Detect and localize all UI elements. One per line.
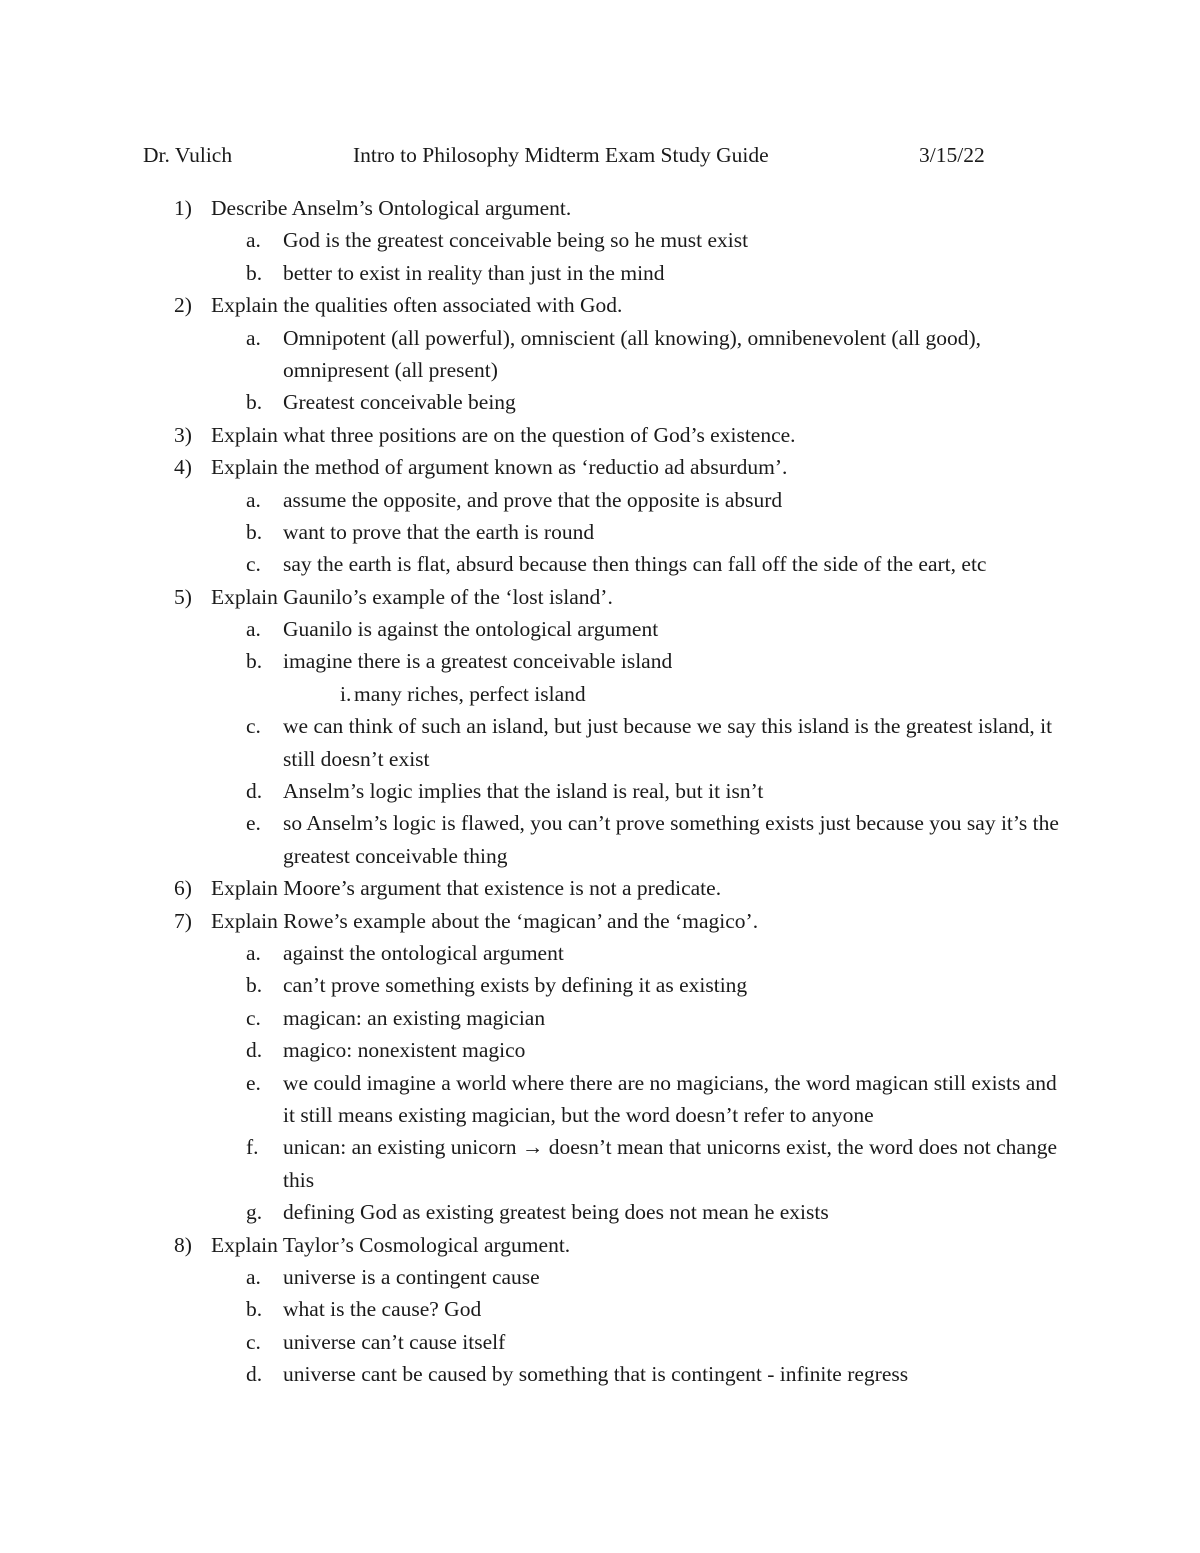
question-marker: 1) xyxy=(174,196,192,220)
question-item xyxy=(0,419,1200,451)
question-marker: 7) xyxy=(174,908,192,933)
answer-item xyxy=(0,322,1200,387)
answer-marker: d. xyxy=(246,779,263,804)
sub-answer-text: many riches, perfect island xyxy=(354,681,586,706)
answer-text: unican: an existing unicorn → doesn’t mean that unicorns exist, the word does not change this xyxy=(283,1135,1058,1192)
document-date: 3/15/22 xyxy=(919,143,985,167)
answer-marker: d. xyxy=(246,1038,263,1063)
answer-marker: c. xyxy=(246,1005,261,1030)
question-text: Explain Taylor’s Cosmological argument. xyxy=(211,1232,571,1257)
answer-text: against the ontological argument xyxy=(283,941,564,966)
question-item xyxy=(0,1229,1200,1261)
answer-marker: a. xyxy=(246,228,261,253)
answer-item xyxy=(0,1034,1200,1066)
question-item xyxy=(0,451,1200,483)
question-text: Explain the qualities often associated with God. xyxy=(211,293,623,318)
answer-item xyxy=(0,1131,1200,1196)
answer-marker: c. xyxy=(246,714,261,739)
answer-text: so Anselm’s logic is flawed, you can’t prove something exists just because you say it’s the greatest conceivable thing xyxy=(283,811,1059,868)
answer-text: God is the greatest conceivable being so he must exist xyxy=(283,228,749,253)
answer-marker: e. xyxy=(246,1070,261,1095)
answer-item xyxy=(0,1261,1200,1293)
question-item xyxy=(0,872,1200,904)
answer-item xyxy=(0,613,1200,645)
question-item xyxy=(0,192,1200,224)
answer-text: better to exist in reality than just in the mind xyxy=(283,260,665,285)
answer-text: Omnipotent (all powerful), omniscient (all knowing), omnibenevolent (all good), omnipresent (all present) xyxy=(283,325,981,382)
answer-marker: b. xyxy=(246,649,263,674)
answer-item xyxy=(0,1067,1200,1132)
question-marker: 3) xyxy=(174,422,192,447)
answer-marker: a. xyxy=(246,325,261,350)
sub-answer-marker: i. xyxy=(340,681,352,706)
answer-text: magican: an existing magician xyxy=(283,1005,546,1030)
instructor-name: Dr. Vulich xyxy=(143,143,233,167)
answer-item xyxy=(0,1358,1200,1390)
answer-item xyxy=(0,1196,1200,1228)
question-text: Explain Moore’s argument that existence is not a predicate. xyxy=(211,876,722,901)
answer-item xyxy=(0,710,1200,775)
question-text: Explain the method of argument known as ‘reductio ad absurdum’. xyxy=(211,455,788,480)
answer-text: Greatest conceivable being xyxy=(283,390,516,415)
answer-text: say the earth is flat, absurd because then things can fall off the side of the eart, etc xyxy=(283,552,987,577)
answer-marker: a. xyxy=(246,487,261,512)
answer-item xyxy=(0,257,1200,289)
answer-text: magico: nonexistent magico xyxy=(283,1038,526,1063)
answer-item xyxy=(0,1002,1200,1034)
answer-item xyxy=(0,937,1200,969)
answer-text: Guanilo is against the ontological argument xyxy=(283,617,659,642)
question-item xyxy=(0,905,1200,937)
answer-marker: d. xyxy=(246,1362,263,1387)
answer-text: we could imagine a world where there are no magicians, the word magican still exists and it still means existing magician, but the word doesn’t refer to anyone xyxy=(283,1070,1057,1127)
study-guide-outline xyxy=(0,192,1200,1391)
sub-answer-item xyxy=(0,678,1200,710)
answer-marker: c. xyxy=(246,552,261,577)
answer-marker: e. xyxy=(246,811,261,836)
question-marker: 2) xyxy=(174,293,192,318)
question-text: Explain Gaunilo’s example of the ‘lost island’. xyxy=(211,584,613,609)
answer-text: assume the opposite, and prove that the opposite is absurd xyxy=(283,487,783,512)
answer-item xyxy=(0,548,1200,580)
answer-marker: a. xyxy=(246,1264,261,1289)
answer-text: imagine there is a greatest conceivable island xyxy=(283,649,673,674)
answer-item xyxy=(0,969,1200,1001)
answer-item xyxy=(0,775,1200,807)
answer-item xyxy=(0,1293,1200,1325)
answer-item xyxy=(0,386,1200,418)
answer-item xyxy=(0,516,1200,548)
answer-marker: b. xyxy=(246,260,263,285)
question-item xyxy=(0,289,1200,321)
answer-marker: a. xyxy=(246,617,261,642)
answer-item xyxy=(0,484,1200,516)
answer-text: what is the cause? God xyxy=(283,1297,482,1322)
answer-item xyxy=(0,1326,1200,1358)
answer-marker: f. xyxy=(246,1135,259,1160)
document-header xyxy=(0,143,1200,173)
question-marker: 6) xyxy=(174,876,192,901)
answer-marker: b. xyxy=(246,973,263,998)
answer-text: we can think of such an island, but just because we say this island is the greatest island, it still doesn’t exist xyxy=(283,714,1053,771)
question-text: Describe Anselm’s Ontological argument. xyxy=(211,196,572,220)
answer-marker: b. xyxy=(246,390,263,415)
question-marker: 8) xyxy=(174,1232,192,1257)
answer-marker: b. xyxy=(246,1297,263,1322)
answer-text: universe can’t cause itself xyxy=(283,1329,506,1354)
answer-marker: a. xyxy=(246,941,261,966)
answer-marker: g. xyxy=(246,1200,263,1225)
answer-text: defining God as existing greatest being does not mean he exists xyxy=(283,1200,829,1225)
answer-item xyxy=(0,645,1200,677)
answer-item xyxy=(0,807,1200,872)
question-text: Explain Rowe’s example about the ‘magican’ and the ‘magico’. xyxy=(211,908,759,933)
question-marker: 4) xyxy=(174,455,192,480)
question-item xyxy=(0,581,1200,613)
question-marker: 5) xyxy=(174,584,192,609)
answer-text: universe cant be caused by something that is contingent - infinite regress xyxy=(283,1362,909,1387)
document-title: Intro to Philosophy Midterm Exam Study Guide xyxy=(353,143,769,167)
answer-text: want to prove that the earth is round xyxy=(283,519,595,544)
answer-text: Anselm’s logic implies that the island is real, but it isn’t xyxy=(283,779,764,804)
answer-item xyxy=(0,224,1200,256)
answer-text: can’t prove something exists by defining it as existing xyxy=(283,973,748,998)
answer-marker: b. xyxy=(246,519,263,544)
question-text: Explain what three positions are on the question of God’s existence. xyxy=(211,422,796,447)
answer-text: universe is a contingent cause xyxy=(283,1264,540,1289)
answer-marker: c. xyxy=(246,1329,261,1354)
